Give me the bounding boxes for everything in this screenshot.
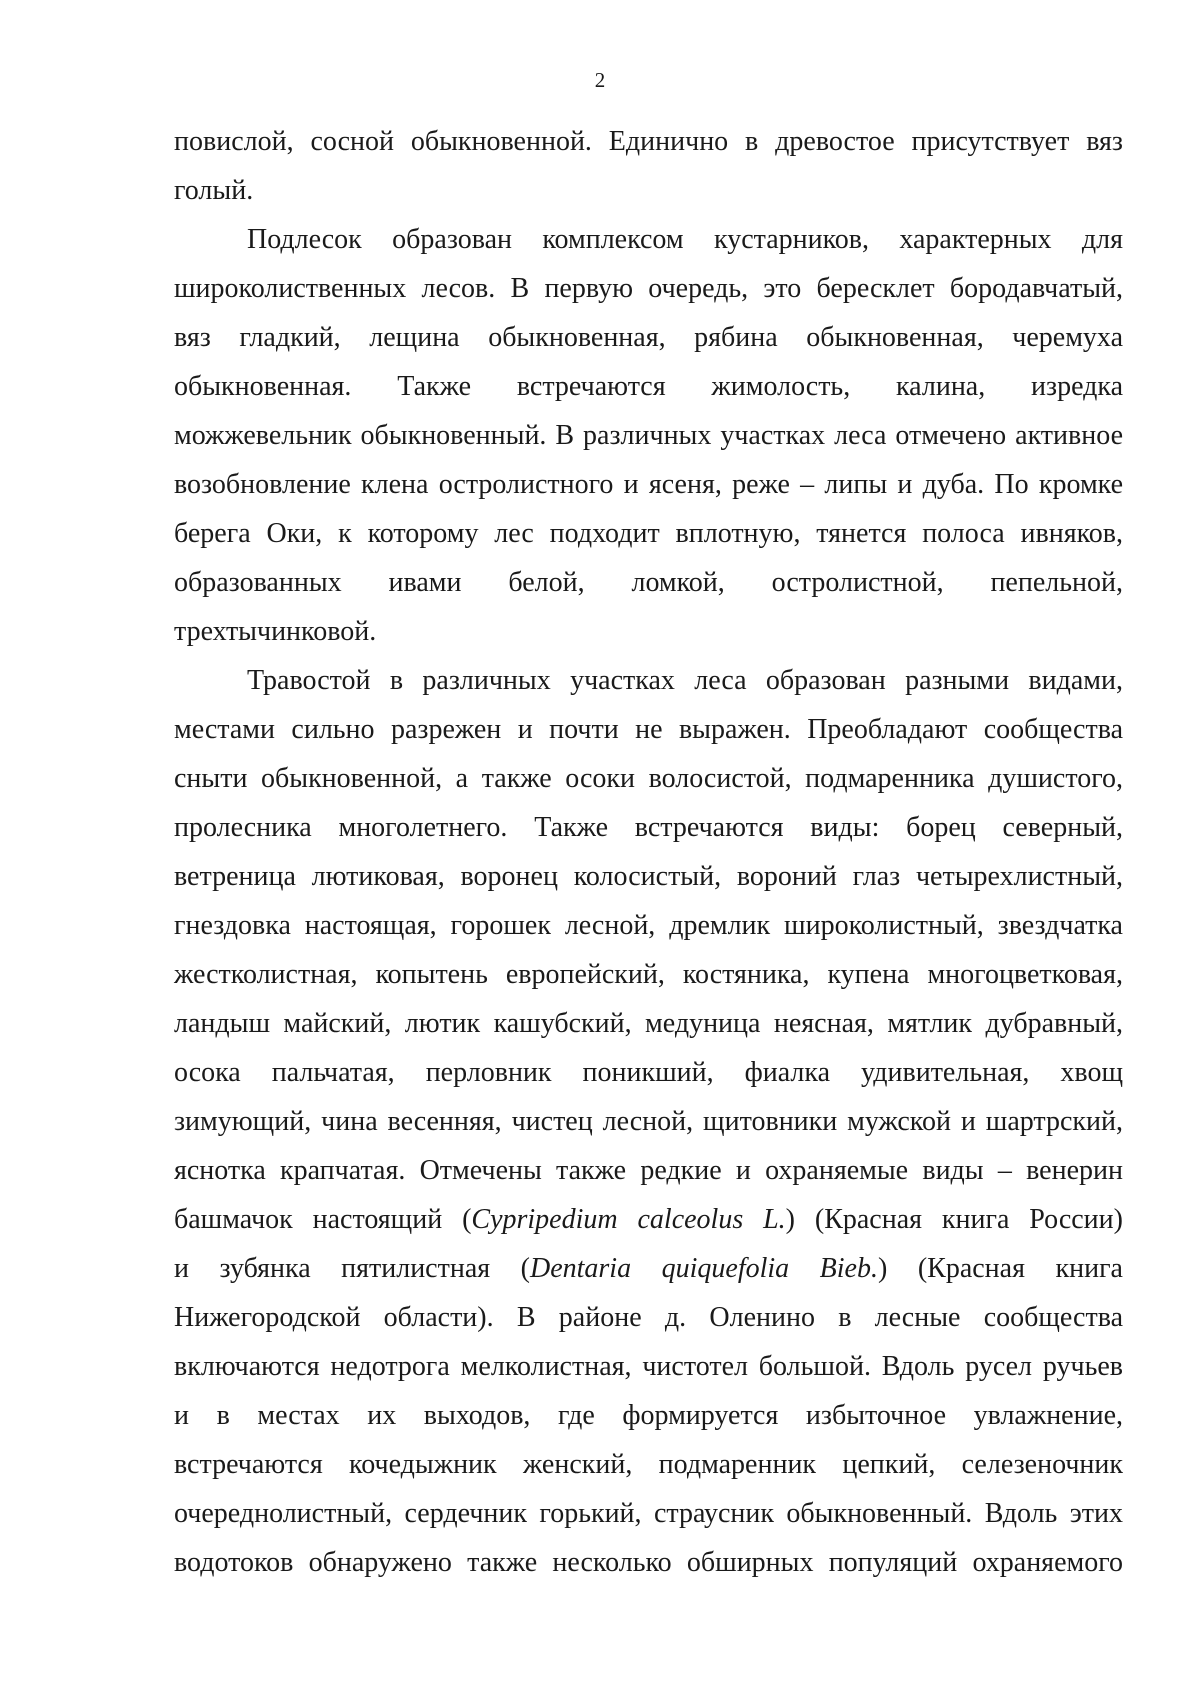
text-line: зимующий, чина весенняя, чистец лесной, щитовники мужской и шартрский, xyxy=(174,1106,1123,1137)
text-line: встречаются кочедыжник женский, подмаренник цепкий, селезеночник xyxy=(174,1449,1123,1480)
text-line: вяз гладкий, лещина обыкновенная, рябина обыкновенная, черемуха xyxy=(174,322,1123,353)
text-line: пролесника многолетнего. Также встречаются виды: борец северный, xyxy=(174,812,1123,843)
text-line: берега Оки, к которому лес подходит вплотную, тянется полоса ивняков, xyxy=(174,518,1123,549)
paragraph-3 xyxy=(174,656,1123,1587)
text-fragment: ) (Красная книга России) xyxy=(785,1204,1123,1235)
text-line: голый. xyxy=(174,175,254,206)
text-line: Травостой в различных участках леса образован разными видами, xyxy=(247,665,1123,696)
text-line: Нижегородской области). В районе д. Оленино в лесные сообщества xyxy=(174,1302,1123,1333)
latin-species-name: Dentaria quiquefolia Bieb. xyxy=(529,1253,878,1284)
text-line: можжевельник обыкновенный. В различных участках леса отмечено активное xyxy=(174,420,1123,451)
paragraph-1 xyxy=(174,117,1123,215)
text-line: и в местах их выходов, где формируется избыточное увлажнение, xyxy=(174,1400,1123,1431)
text-line: местами сильно разрежен и почти не выражен. Преобладают сообщества xyxy=(174,714,1123,745)
text-line-with-latin-name xyxy=(174,1195,1123,1244)
text-line: осока пальчатая, перловник поникший, фиалка удивительная, хвощ xyxy=(174,1057,1123,1088)
text-fragment: башмачок настоящий ( xyxy=(174,1204,472,1235)
text-fragment: ) (Красная книга xyxy=(877,1253,1123,1284)
text-line: Подлесок образован комплексом кустарников, характерных для xyxy=(247,224,1123,255)
latin-species-name: Cypripedium calceolus L. xyxy=(471,1204,786,1235)
text-line: яснотка крапчатая. Отмечены также редкие и охраняемые виды – венерин xyxy=(174,1155,1123,1186)
text-line: ландыш майский, лютик кашубский, медуница неясная, мятлик дубравный, xyxy=(174,1008,1123,1039)
paragraph-2 xyxy=(174,215,1123,656)
text-line: очереднолистный, сердечник горький, страусник обыкновенный. Вдоль этих xyxy=(174,1498,1123,1529)
document-body xyxy=(174,117,1123,1587)
text-line: водотоков обнаружено также несколько обширных популяций охраняемого xyxy=(174,1547,1123,1578)
text-line: широколиственных лесов. В первую очередь, это бересклет бородавчатый, xyxy=(174,273,1123,304)
text-line: образованных ивами белой, ломкой, остролистной, пепельной, xyxy=(174,567,1123,598)
text-line: обыкновенная. Также встречаются жимолость, калина, изредка xyxy=(174,371,1123,402)
text-line: ветреница лютиковая, воронец колосистый, вороний глаз четырехлистный, xyxy=(174,861,1123,892)
text-line: гнездовка настоящая, горошек лесной, дремлик широколистный, звездчатка xyxy=(174,910,1123,941)
text-line: трехтычинковой. xyxy=(174,616,377,647)
text-line-with-latin-name xyxy=(174,1244,1123,1293)
text-line: повислой, сосной обыкновенной. Единично в древостое присутствует вяз xyxy=(174,126,1123,157)
text-line: возобновление клена остролистного и ясеня, реже – липы и дуба. По кромке xyxy=(174,469,1123,500)
text-line: жестколистная, копытень европейский, костяника, купена многоцветковая, xyxy=(174,959,1123,990)
text-fragment: и зубянка пятилистная ( xyxy=(174,1253,530,1284)
text-line: включаются недотрога мелколистная, чистотел большой. Вдоль русел ручьев xyxy=(174,1351,1123,1382)
page-number: 2 xyxy=(594,68,606,92)
text-line: сныти обыкновенной, а также осоки волосистой, подмаренника душистого, xyxy=(174,763,1123,794)
